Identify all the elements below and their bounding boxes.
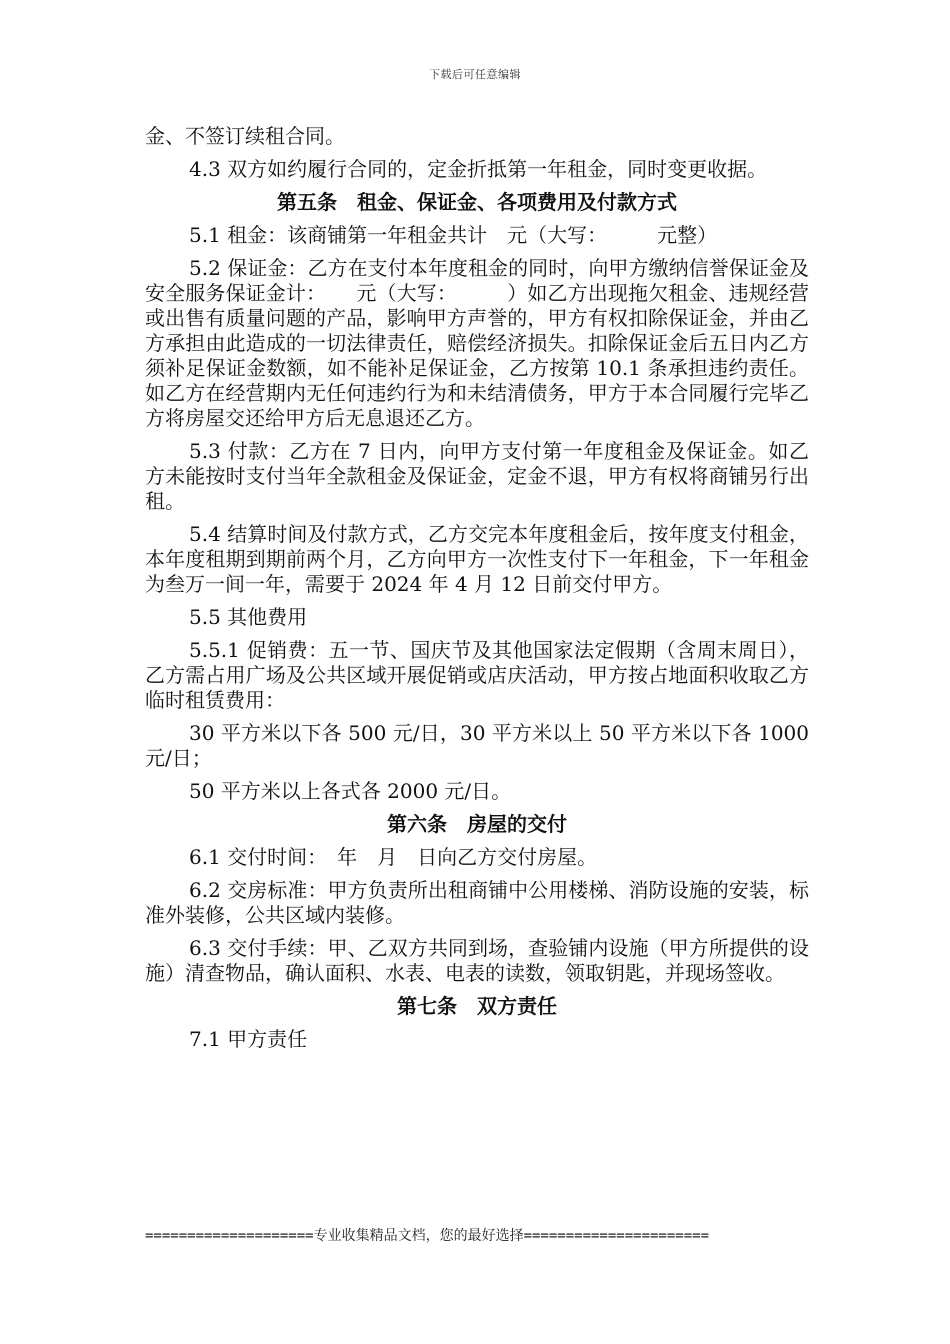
paragraph-5-4: 5.4 结算时间及付款方式，乙方交完本年度租金后，按年度支付租金，本年度租期到期前两个月，乙方向甲方一次性支付下一年租金，下一年租金为叁万一间一年，需要于 2024 年 4 月 12 日前交付甲方。 [145, 522, 809, 596]
paragraph-6-1: 6.1 交付时间： 年 月 日向乙方交付房屋。 [189, 845, 598, 869]
footer-note: ====================专业收集精品文档，您的最好选择====================== [145, 1228, 710, 1244]
header-note: 下载后可任意编辑 [429, 68, 521, 81]
paragraph-rate-1: 30 平方米以下各 500 元/日，30 平方米以上 50 平方米以下各 1000 元/日； [145, 721, 809, 770]
article-6-heading: 第六条 房屋的交付 [387, 812, 567, 836]
paragraph-6-3: 6.3 交付手续：甲、乙双方共同到场，查验铺内设施（甲方所提供的设施）清查物品，确认面积、水表、电表的读数，领取钥匙，并现场签收。 [145, 936, 809, 985]
paragraph-rate-2: 50 平方米以上各式各 2000 元/日。 [189, 779, 512, 803]
paragraph-5-5-1: 5.5.1 促销费：五一节、国庆节及其他国家法定假期（含周末周日），乙方需占用广场及公共区域开展促销或店庆活动，甲方按占地面积收取乙方临时租赁费用： [145, 638, 809, 712]
paragraph-7-1: 7.1 甲方责任 [189, 1027, 308, 1051]
document-body [145, 124, 809, 1060]
paragraph-5-2: 5.2 保证金：乙方在支付本年度租金的同时，向甲方缴纳信誉保证金及安全服务保证金计： 元（大写： ）如乙方出现拖欠租金、违规经营或出售有质量问题的产品，影响甲方声誉的，甲方有权扣除保证金，并由乙方承担由此造成的一切法律责任，赔偿经济损失。扣除保证金后五日内乙方须补足保证金数额，如不能补足保证金，乙方按第 10.1 条承担违约责任。如乙方在经营期内无任何违约行为和未结清债务，甲方于本合同履行完毕乙方将房屋交还给甲方后无息退还乙方。 [145, 256, 809, 430]
paragraph-6-2: 6.2 交房标准：甲方负责所出租商铺中公用楼梯、消防设施的安装，标准外装修，公共区域内装修。 [145, 878, 809, 927]
paragraph-5-3: 5.3 付款：乙方在 7 日内，向甲方支付第一年度租金及保证金。如乙方未能按时支付当年全款租金及保证金，定金不退，甲方有权将商铺另行出租。 [145, 439, 809, 513]
article-5-heading: 第五条 租金、保证金、各项费用及付款方式 [277, 190, 677, 214]
paragraph-5-1: 5.1 租金：该商铺第一年租金共计 元（大写： 元整） [189, 223, 718, 247]
article-7-heading: 第七条 双方责任 [397, 994, 557, 1018]
paragraph-4-3: 4.3 双方如约履行合同的，定金折抵第一年租金，同时变更收据。 [189, 157, 768, 181]
paragraph-5-5: 5.5 其他费用 [189, 605, 308, 629]
paragraph-4-2-continuation: 金、不签订续租合同。 [145, 124, 345, 148]
